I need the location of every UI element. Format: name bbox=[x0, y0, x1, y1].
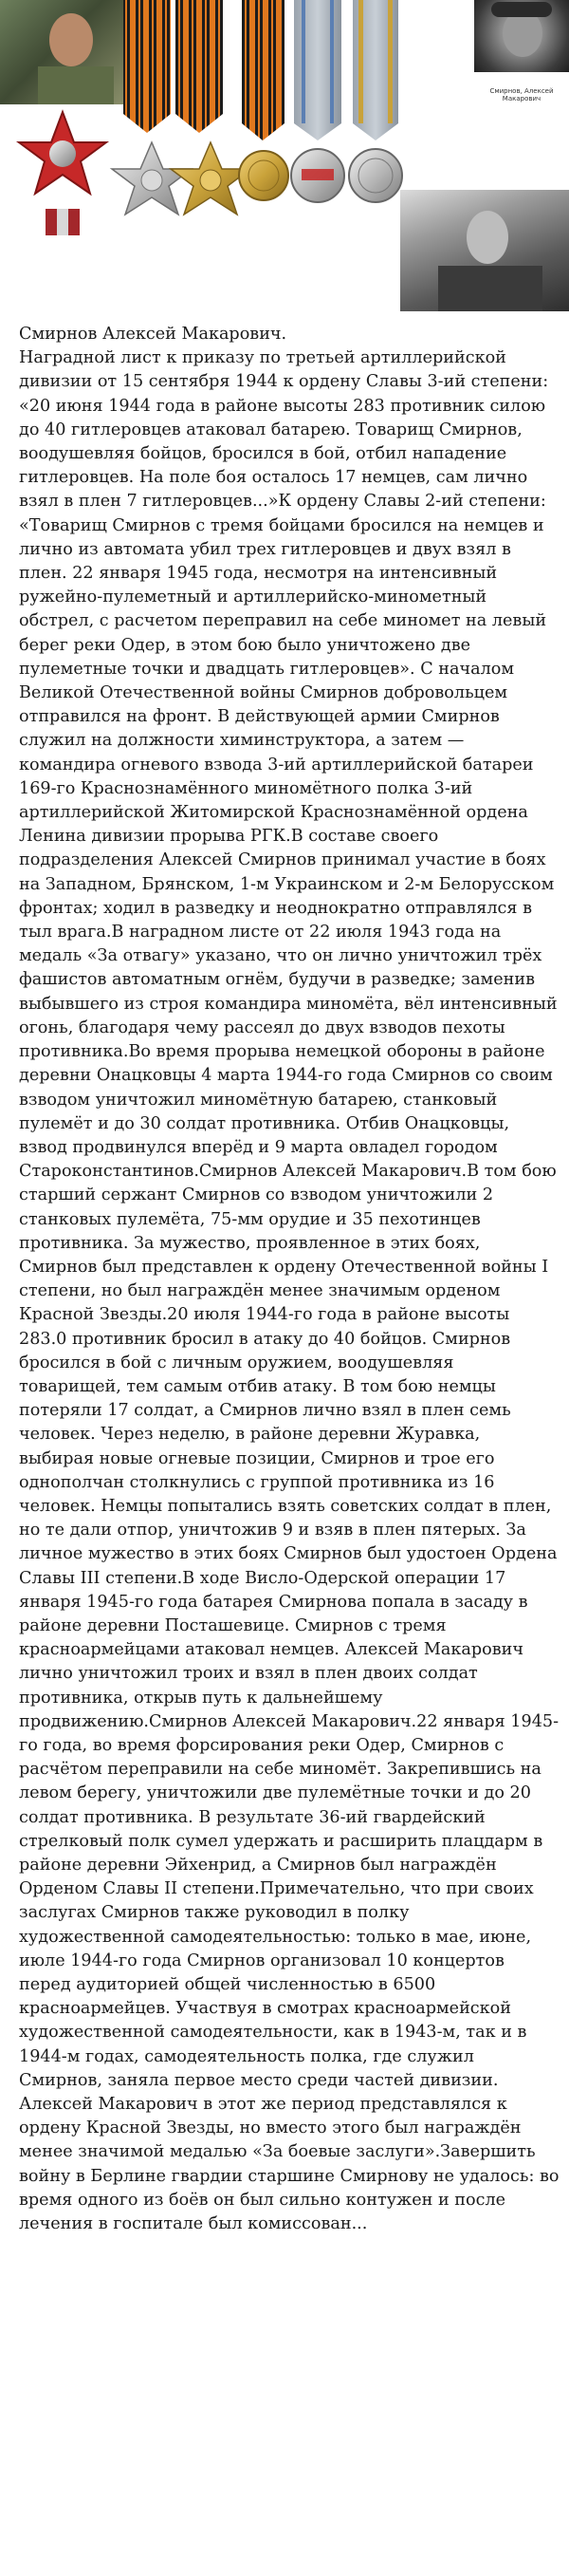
medal-for-military-merit-icon bbox=[349, 0, 402, 202]
medal-for-courage-icon bbox=[291, 0, 344, 202]
article-text: Смирнов Алексей Макарович. Наградной лист к приказу по третьей артиллерийской дивизии от 15 сентября 1944 к ордену Славы 3-ий степени: «20 июня 1944 года в районе высоты 283 противник силою до 40 гитлеровцев атаковал батарею. Товарищ Смирнов, воодушевляя бойцов, бросился в бой, отбил нападение гитлеровцев. На поле боя осталось 17 немцев, сам лично взял в плен 7 гитлеровцев...»К ордену Славы 2-ий степени: «Товарищ Смирнов с тремя бойцами бросился на немцев и лично из автомата убил трех гитлеровцев и двух взял в плен. 22 января 1945 года, несмотря на интенсивный ружейно-пулеметный и артиллерийско-минометный обстрел, с расчетом переправил на себе миномет на левый берег реки Одер, в этом бою было уничтожено две пулеметные точки и двадцать гитлеровцев». С началом Великой Отечественной войны Смирнов добровольцем отправился на фронт. В действующей армии Смирнов служил на должности химинструктора, а затем — командира огневого взвода 3-ий артиллерийской батареи 169-го Краснознамённого миномётного полка 3-ий артиллерийской Житомирской Краснознамённой ордена Ленина дивизии прорыва РГК.В составе своего подразделения Алексей Смирнов принимал участие в боях на Западном, Брянском, 1-м Украинском и 2-м Белорусском фронтах; ходил в разведку и неоднократно отправлялся в тыл врага.В наградном листе от 22 июля 1943 года на медаль «За отвагу» указано, что он лично уничтожил трёх фашистов автоматным огнём, будучи в разведке; заменив выбывшего из строя командира миномёта, вёл интенсивный огонь, благодаря чему рассеял до двух взводов пехоты противника.Во время прорыва немецкой обороны в районе деревни Онацковцы 4 марта 1944-го года Смирнов со своим взводом уничтожил миномётную батарею, станковый пулемёт и до 30 солдат противника. Отбив Онацковцы, взвод продвинулся вперёд и 9 марта овладел городом Староконстантинов.Смирнов Алексей Макарович.В том бою старший сержант Смирнов со взводом уничтожили 2 станковых пулемёта, 75-мм орудие и 35 пехотинцев противника. За мужество, проявленное в этих боях, Смирнов был представлен к ордену Отечественной войны I степени, но был награждён менее значимым орденом Красной Звезды.20 июля 1944-го года в районе высоты 283.0 противник бросил в атаку до 40 бойцов. Смирнов бросился в бой с личным оружием, воодушевляя товарищей, тем самым отбив атаку. В том бою немцы потеряли 17 солдат, а Смирнов лично взял в плен семь человек. Через неделю, в районе деревни Журавка, выбирая новые огневые позиции, Смирнов и трое его однополчан столкнулись с группой противника из 16 человек. Немцы попытались взять советских солдат в плен, но те дали отпор, уничтожив 9 и взяв в плен пятерых. За личное мужество в этих боях Смирнов был удостоен Ордена Славы III степени.В ходе Висло-Одерской операции 17 января 1945-го года батарея Смирнова попала в засаду в районе деревни Посташевице. Смирнов с тремя красноармейцами атаковал немцев. Алексей Макарович лично уничтожил троих и взял в плен двоих солдат противника, открыв путь к дальнейшему продвижению.Смирнов Алексей Макарович.22 января 1945-го года, во время форсирования реки Одер, Смирнов с расчётом переправили на себе миномёт. Закрепившись на левом берегу, уничтожили две пулемётные точки и до 20 солдат противника. В результате 36-ий гвардейский стрелковый полк сумел удержать и расширить плацдарм в районе деревни Эйхенрид, а Смирнов был награждён Орденом Славы II степени.Примечательно, что при своих заслугах Смирнов также руководил в полку художественной самодеятельностью: только в мае, июне, июле 1944-го года Смирнов организовал 10 концертов перед аудиторией общей численностью в 6500 красноармейцев. Участвуя в смотрах красноармейской художественной самодеятельности, как в 1943-м, так и в 1944-м годах, самодеятельность полка, где служил Смирнов, заняла первое место среди частей дивизии. Алексей Макарович в этот же период представлялся к ордену Красной Звезды, но вместо этого был награждён менее значимой медалью «За боевые заслуги».Завершить войну в Берлине гвардии старшине Смирнову не удалось: во время одного из боёв он был сильно контужен и после лечения в госпитале был комиссован... bbox=[19, 325, 560, 2234]
header-collage bbox=[0, 0, 569, 313]
portrait-caption: Смирнов, Алексей Макарович bbox=[489, 87, 554, 103]
medal-for-victory-icon bbox=[239, 0, 288, 200]
soldier-photo bbox=[400, 190, 569, 311]
order-of-glory-icon bbox=[112, 0, 250, 215]
portrait-photo bbox=[474, 0, 569, 72]
order-red-star-icon bbox=[19, 112, 106, 235]
